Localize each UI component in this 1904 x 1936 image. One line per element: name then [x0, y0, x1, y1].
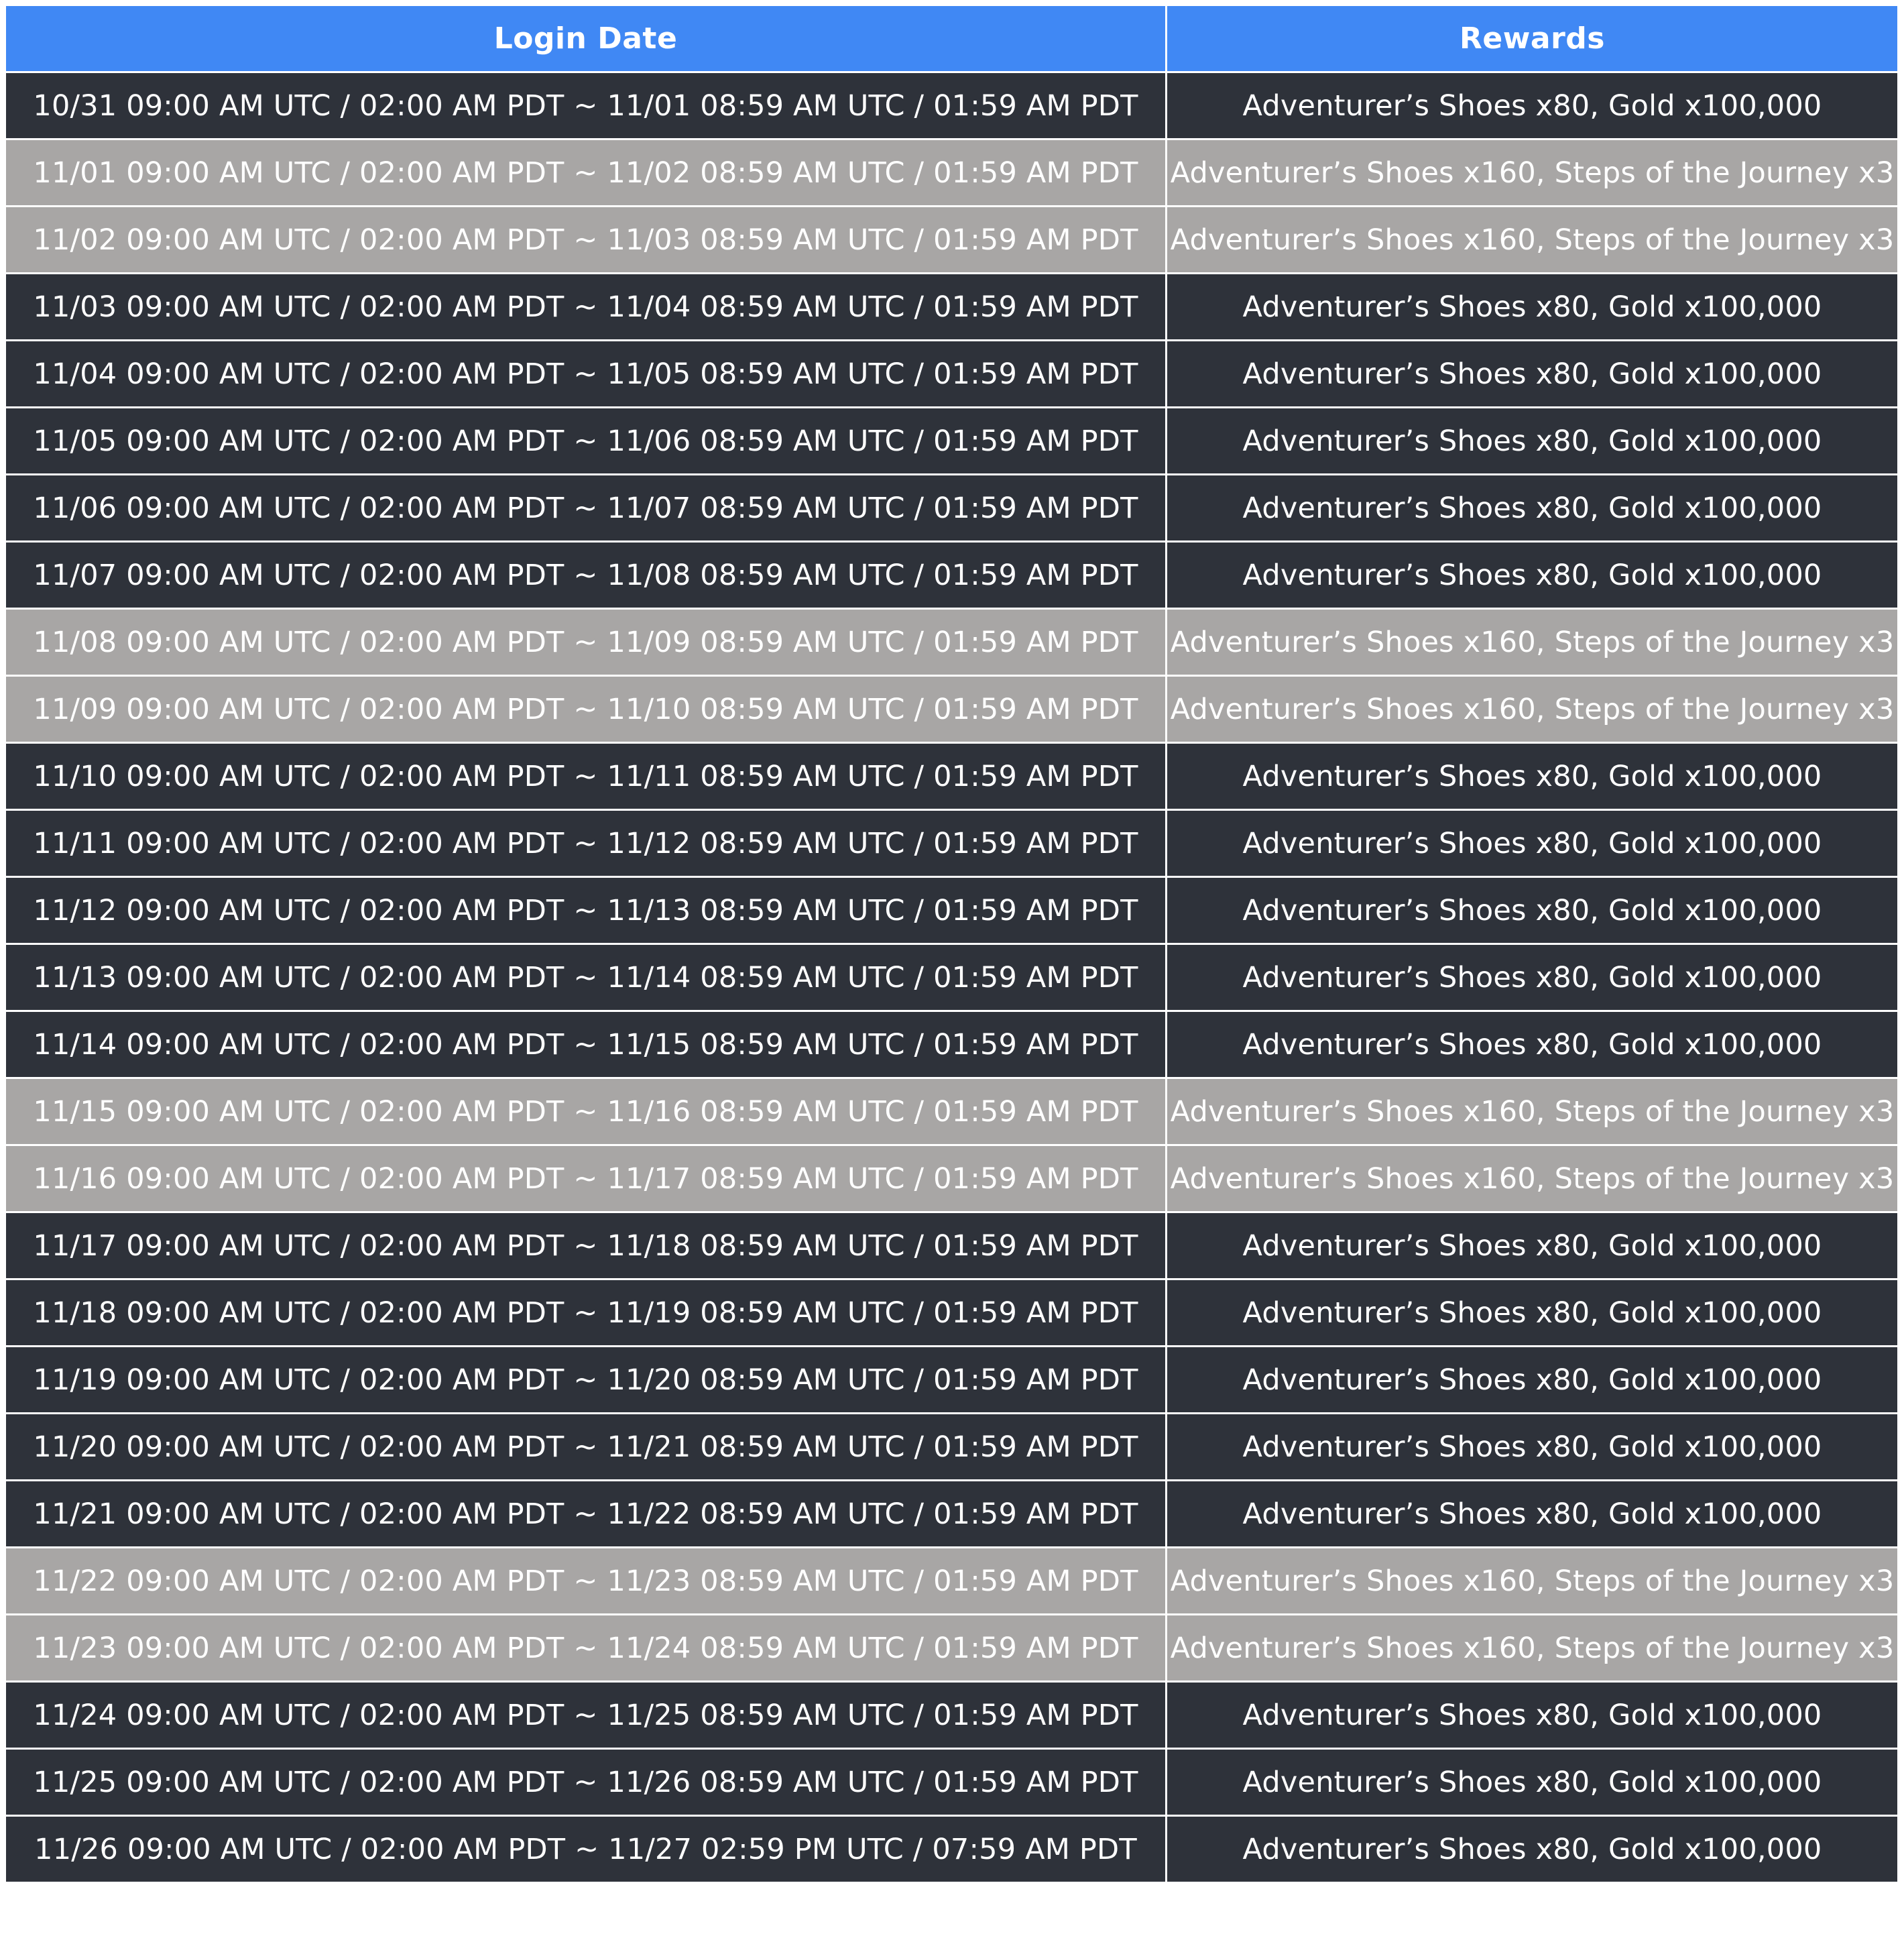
reward-cell: Adventurer’s Shoes x80, Gold x100,000 [1167, 1816, 1899, 1883]
reward-cell: Adventurer’s Shoes x160, Steps of the Journey x3 [1167, 1078, 1899, 1145]
login-date-cell: 11/11 09:00 AM UTC / 02:00 AM PDT ~ 11/12 08:59 AM UTC / 01:59 AM PDT [5, 810, 1167, 877]
reward-cell: Adventurer’s Shoes x80, Gold x100,000 [1167, 1682, 1899, 1749]
table-row [5, 944, 1899, 1011]
table-header-row [5, 5, 1899, 72]
table-row [5, 1011, 1899, 1078]
table-row [5, 1682, 1899, 1749]
reward-cell: Adventurer’s Shoes x80, Gold x100,000 [1167, 877, 1899, 944]
header-login-date: Login Date [5, 5, 1167, 72]
reward-cell: Adventurer’s Shoes x80, Gold x100,000 [1167, 1414, 1899, 1481]
reward-cell: Adventurer’s Shoes x160, Steps of the Journey x3 [1167, 207, 1899, 274]
login-date-cell: 11/09 09:00 AM UTC / 02:00 AM PDT ~ 11/10 08:59 AM UTC / 01:59 AM PDT [5, 676, 1167, 743]
table-row [5, 1615, 1899, 1682]
reward-cell: Adventurer’s Shoes x160, Steps of the Journey x3 [1167, 1145, 1899, 1212]
reward-cell: Adventurer’s Shoes x80, Gold x100,000 [1167, 1011, 1899, 1078]
login-date-cell: 11/23 09:00 AM UTC / 02:00 AM PDT ~ 11/24 08:59 AM UTC / 01:59 AM PDT [5, 1615, 1167, 1682]
login-date-cell: 11/01 09:00 AM UTC / 02:00 AM PDT ~ 11/02 08:59 AM UTC / 01:59 AM PDT [5, 139, 1167, 207]
login-date-cell: 11/18 09:00 AM UTC / 02:00 AM PDT ~ 11/19 08:59 AM UTC / 01:59 AM PDT [5, 1279, 1167, 1347]
table-row [5, 676, 1899, 743]
header-rewards: Rewards [1167, 5, 1899, 72]
table-row [5, 877, 1899, 944]
login-date-cell: 11/14 09:00 AM UTC / 02:00 AM PDT ~ 11/15 08:59 AM UTC / 01:59 AM PDT [5, 1011, 1167, 1078]
login-date-cell: 11/08 09:00 AM UTC / 02:00 AM PDT ~ 11/09 08:59 AM UTC / 01:59 AM PDT [5, 609, 1167, 676]
table-row [5, 1212, 1899, 1279]
login-date-cell: 11/13 09:00 AM UTC / 02:00 AM PDT ~ 11/14 08:59 AM UTC / 01:59 AM PDT [5, 944, 1167, 1011]
reward-cell: Adventurer’s Shoes x80, Gold x100,000 [1167, 1212, 1899, 1279]
table-row [5, 1279, 1899, 1347]
table-row [5, 274, 1899, 341]
reward-cell: Adventurer’s Shoes x80, Gold x100,000 [1167, 1749, 1899, 1816]
table-row [5, 139, 1899, 207]
reward-cell: Adventurer’s Shoes x80, Gold x100,000 [1167, 408, 1899, 475]
table-row [5, 1078, 1899, 1145]
table-row [5, 609, 1899, 676]
login-date-cell: 11/07 09:00 AM UTC / 02:00 AM PDT ~ 11/08 08:59 AM UTC / 01:59 AM PDT [5, 542, 1167, 609]
login-rewards-table [4, 4, 1899, 1884]
reward-cell: Adventurer’s Shoes x80, Gold x100,000 [1167, 1279, 1899, 1347]
login-date-cell: 10/31 09:00 AM UTC / 02:00 AM PDT ~ 11/01 08:59 AM UTC / 01:59 AM PDT [5, 72, 1167, 139]
reward-cell: Adventurer’s Shoes x160, Steps of the Journey x3 [1167, 676, 1899, 743]
login-date-cell: 11/10 09:00 AM UTC / 02:00 AM PDT ~ 11/11 08:59 AM UTC / 01:59 AM PDT [5, 743, 1167, 810]
reward-cell: Adventurer’s Shoes x160, Steps of the Journey x3 [1167, 1615, 1899, 1682]
login-date-cell: 11/16 09:00 AM UTC / 02:00 AM PDT ~ 11/17 08:59 AM UTC / 01:59 AM PDT [5, 1145, 1167, 1212]
login-date-cell: 11/19 09:00 AM UTC / 02:00 AM PDT ~ 11/20 08:59 AM UTC / 01:59 AM PDT [5, 1347, 1167, 1414]
login-date-cell: 11/22 09:00 AM UTC / 02:00 AM PDT ~ 11/23 08:59 AM UTC / 01:59 AM PDT [5, 1548, 1167, 1615]
table-body [5, 72, 1899, 1883]
reward-cell: Adventurer’s Shoes x80, Gold x100,000 [1167, 475, 1899, 542]
table-row [5, 207, 1899, 274]
reward-cell: Adventurer’s Shoes x160, Steps of the Journey x3 [1167, 139, 1899, 207]
table-row [5, 1481, 1899, 1548]
table-row [5, 1816, 1899, 1883]
login-date-cell: 11/25 09:00 AM UTC / 02:00 AM PDT ~ 11/26 08:59 AM UTC / 01:59 AM PDT [5, 1749, 1167, 1816]
login-date-cell: 11/02 09:00 AM UTC / 02:00 AM PDT ~ 11/03 08:59 AM UTC / 01:59 AM PDT [5, 207, 1167, 274]
table-row [5, 1749, 1899, 1816]
reward-cell: Adventurer’s Shoes x80, Gold x100,000 [1167, 72, 1899, 139]
reward-cell: Adventurer’s Shoes x80, Gold x100,000 [1167, 341, 1899, 408]
login-date-cell: 11/15 09:00 AM UTC / 02:00 AM PDT ~ 11/16 08:59 AM UTC / 01:59 AM PDT [5, 1078, 1167, 1145]
login-date-cell: 11/26 09:00 AM UTC / 02:00 AM PDT ~ 11/27 02:59 PM UTC / 07:59 AM PDT [5, 1816, 1167, 1883]
table-row [5, 1548, 1899, 1615]
login-date-cell: 11/06 09:00 AM UTC / 02:00 AM PDT ~ 11/07 08:59 AM UTC / 01:59 AM PDT [5, 475, 1167, 542]
login-date-cell: 11/17 09:00 AM UTC / 02:00 AM PDT ~ 11/18 08:59 AM UTC / 01:59 AM PDT [5, 1212, 1167, 1279]
login-date-cell: 11/21 09:00 AM UTC / 02:00 AM PDT ~ 11/22 08:59 AM UTC / 01:59 AM PDT [5, 1481, 1167, 1548]
login-date-cell: 11/04 09:00 AM UTC / 02:00 AM PDT ~ 11/05 08:59 AM UTC / 01:59 AM PDT [5, 341, 1167, 408]
reward-cell: Adventurer’s Shoes x80, Gold x100,000 [1167, 1481, 1899, 1548]
table-row [5, 542, 1899, 609]
reward-cell: Adventurer’s Shoes x80, Gold x100,000 [1167, 944, 1899, 1011]
login-date-cell: 11/03 09:00 AM UTC / 02:00 AM PDT ~ 11/04 08:59 AM UTC / 01:59 AM PDT [5, 274, 1167, 341]
reward-cell: Adventurer’s Shoes x160, Steps of the Journey x3 [1167, 609, 1899, 676]
table-row [5, 810, 1899, 877]
reward-cell: Adventurer’s Shoes x80, Gold x100,000 [1167, 542, 1899, 609]
table-row [5, 341, 1899, 408]
table-row [5, 743, 1899, 810]
login-date-cell: 11/12 09:00 AM UTC / 02:00 AM PDT ~ 11/13 08:59 AM UTC / 01:59 AM PDT [5, 877, 1167, 944]
login-date-cell: 11/05 09:00 AM UTC / 02:00 AM PDT ~ 11/06 08:59 AM UTC / 01:59 AM PDT [5, 408, 1167, 475]
login-date-cell: 11/24 09:00 AM UTC / 02:00 AM PDT ~ 11/25 08:59 AM UTC / 01:59 AM PDT [5, 1682, 1167, 1749]
table-row [5, 1414, 1899, 1481]
reward-cell: Adventurer’s Shoes x80, Gold x100,000 [1167, 274, 1899, 341]
reward-cell: Adventurer’s Shoes x80, Gold x100,000 [1167, 743, 1899, 810]
reward-cell: Adventurer’s Shoes x80, Gold x100,000 [1167, 1347, 1899, 1414]
table-row [5, 1347, 1899, 1414]
rewards-table-container [4, 4, 1897, 1884]
table-row [5, 408, 1899, 475]
table-row [5, 1145, 1899, 1212]
login-date-cell: 11/20 09:00 AM UTC / 02:00 AM PDT ~ 11/21 08:59 AM UTC / 01:59 AM PDT [5, 1414, 1167, 1481]
table-row [5, 72, 1899, 139]
reward-cell: Adventurer’s Shoes x160, Steps of the Journey x3 [1167, 1548, 1899, 1615]
table-row [5, 475, 1899, 542]
reward-cell: Adventurer’s Shoes x80, Gold x100,000 [1167, 810, 1899, 877]
